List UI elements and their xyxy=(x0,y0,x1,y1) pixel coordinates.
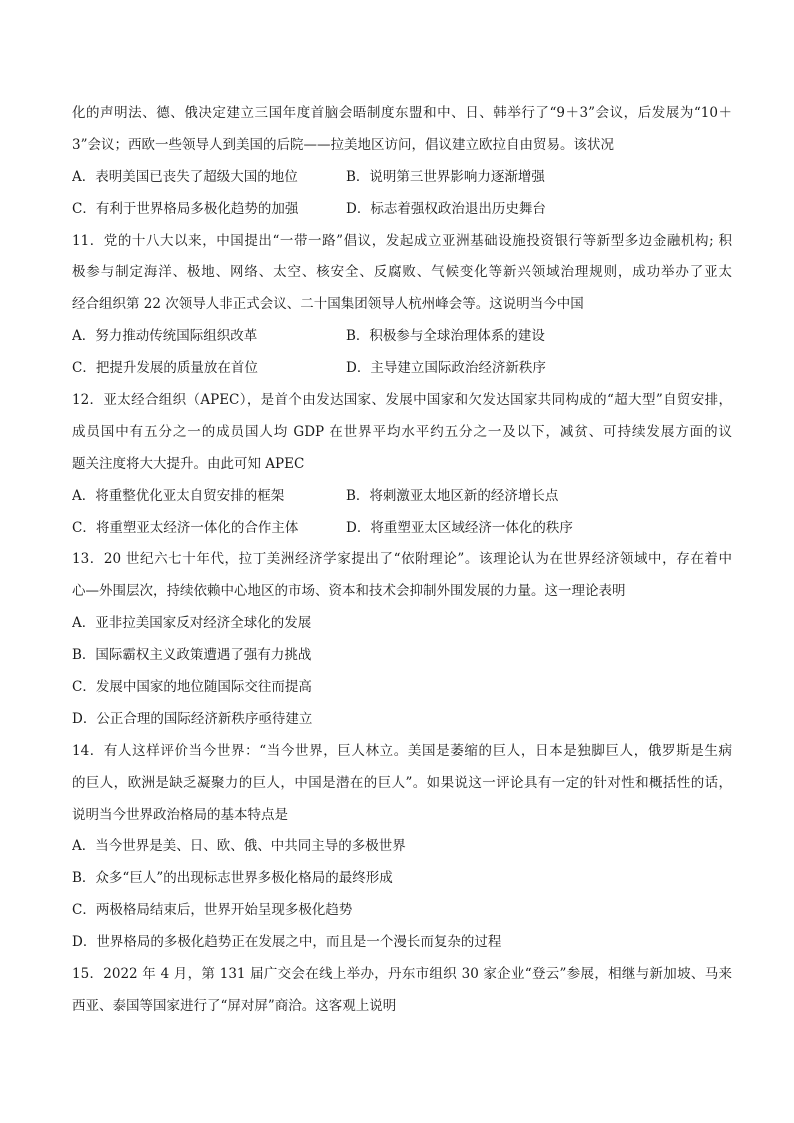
question-10-stem-line-1: 化的声明法、德、俄决定建立三国年度首脑会晤制度东盟和中、日、韩举行了“9＋3”会议，后发展为“10＋ xyxy=(72,105,732,121)
question-15-stem-line-2: 西亚、泰国等国家进行了“屏对屏”商洽。这客观上说明 xyxy=(72,997,397,1014)
question-12-option-d[interactable]: D．将重塑亚太区域经济一体化的秩序 xyxy=(346,519,573,536)
question-13 xyxy=(72,544,732,735)
question-14-stem-line-3: 说明当今世界政治格局的基本特点是 xyxy=(72,806,288,823)
question-14-option-d[interactable]: D．世界格局的多极化趋势正在发展之中，而且是一个漫长而复杂的过程 xyxy=(72,934,502,951)
question-12-stem-line-2: 成员国中有五分之一的成员国人均 GDP 在世界平均水平约五分之一及以下，减贫、可持续发展方面的议 xyxy=(72,423,732,440)
question-12-stem-line-1: 12．亚太经合组织（APEC），是首个由发达国家、发展中国家和欠发达国家共同构成的“超大型”自贸安排， xyxy=(72,392,732,409)
question-11-stem-line-2: 极参与制定海洋、极地、网络、太空、核安全、反腐败、气候变化等新兴领域治理规则，成功举办了亚太 xyxy=(72,264,732,281)
question-14-option-c[interactable]: C．两极格局结束后，世界开始呈现多极化趋势 xyxy=(72,902,353,919)
question-14-option-b[interactable]: B．众多“巨人”的出现标志世界多极化格局的最终形成 xyxy=(72,870,393,887)
question-11-option-c[interactable]: C．把提升发展的质量放在首位 xyxy=(72,360,258,377)
question-13-stem-line-1: 13．20 世纪六七十年代，拉丁美洲经济学家提出了“依附理论”。该理论认为在世界经济领域中，存在着中 xyxy=(72,551,732,568)
question-15-stem-line-1: 15．2022 年 4 月，第 131 届广交会在线上举办，丹东市组织 30 家企业“登云”参展，相继与新加坡、马来 xyxy=(72,966,732,983)
question-10-options-row-2 xyxy=(72,194,732,226)
question-10-option-a[interactable]: A．表明美国已丧失了超级大国的地位 xyxy=(72,168,298,185)
question-13-option-d[interactable]: D．公正合理的国际经济新秩序亟待建立 xyxy=(72,710,313,727)
question-10-option-b[interactable]: B．说明第三世界影响力逐渐增强 xyxy=(346,168,545,185)
question-15 xyxy=(72,959,732,1023)
question-11-options-row-2 xyxy=(72,353,732,385)
question-12-option-c[interactable]: C．将重塑亚太经济一体化的合作主体 xyxy=(72,519,299,536)
question-14-stem-line-2: 的巨人，欧洲是缺乏凝聚力的巨人，中国是潜在的巨人”。如果说这一评论具有一定的针对性和概括性的话， xyxy=(72,774,732,791)
question-11-option-a[interactable]: A．努力推动传统国际组织改革 xyxy=(72,328,258,345)
question-12-option-a[interactable]: A．将重整优化亚太自贸安排的框架 xyxy=(72,487,285,504)
question-11-option-b[interactable]: B．积极参与全球治理体系的建设 xyxy=(346,328,545,345)
question-10-stem-line-2: 3”会议；西欧一些领导人到美国的后院——拉美地区访问，倡议建立欧拉自由贸易。该状况 xyxy=(72,136,614,153)
question-10-option-c[interactable]: C．有利于世界格局多极化趋势的加强 xyxy=(72,200,299,217)
question-12 xyxy=(72,385,732,544)
question-11-options-row-1 xyxy=(72,321,732,353)
question-10 xyxy=(72,98,732,226)
question-13-option-c[interactable]: C．发展中国家的地位随国际交往而提高 xyxy=(72,679,312,696)
question-12-stem-line-3: 题关注度将大大提升。由此可知 APEC xyxy=(72,455,305,472)
question-list xyxy=(72,98,732,1023)
question-10-options-row-1 xyxy=(72,162,732,194)
question-11-option-d[interactable]: D．主导建立国际政治经济新秩序 xyxy=(346,360,546,377)
question-10-option-d[interactable]: D．标志着强权政治退出历史舞台 xyxy=(346,200,546,217)
question-13-option-a[interactable]: A．亚非拉美国家反对经济全球化的发展 xyxy=(72,615,312,632)
question-12-options-row-1 xyxy=(72,481,732,513)
question-12-option-b[interactable]: B．将刺激亚太地区新的经济增长点 xyxy=(346,487,559,504)
question-13-option-b[interactable]: B．国际霸权主义政策遭遇了强有力挑战 xyxy=(72,647,312,664)
question-12-options-row-2 xyxy=(72,513,732,545)
question-14-option-a[interactable]: A．当今世界是美、日、欧、俄、中共同主导的多极世界 xyxy=(72,838,406,855)
question-11-stem-line-3: 经合组织第 22 次领导人非正式会议、二十国集团领导人杭州峰会等。这说明当今中国 xyxy=(72,296,584,313)
question-13-stem-line-2: 心—外围层次，持续依赖中心地区的市场、资本和技术会抑制外围发展的力量。这一理论表明 xyxy=(72,583,626,600)
question-14-stem-line-1: 14．有人这样评价当今世界：“当今世界，巨人林立。美国是萎缩的巨人，日本是独脚巨人，俄罗斯是生病 xyxy=(72,742,732,759)
question-11 xyxy=(72,226,732,385)
question-11-stem-line-1: 11．党的十八大以来，中国提出“一带一路”倡议，发起成立亚洲基础设施投资银行等新型多边金融机构; 积 xyxy=(72,232,732,249)
question-14 xyxy=(72,736,732,959)
